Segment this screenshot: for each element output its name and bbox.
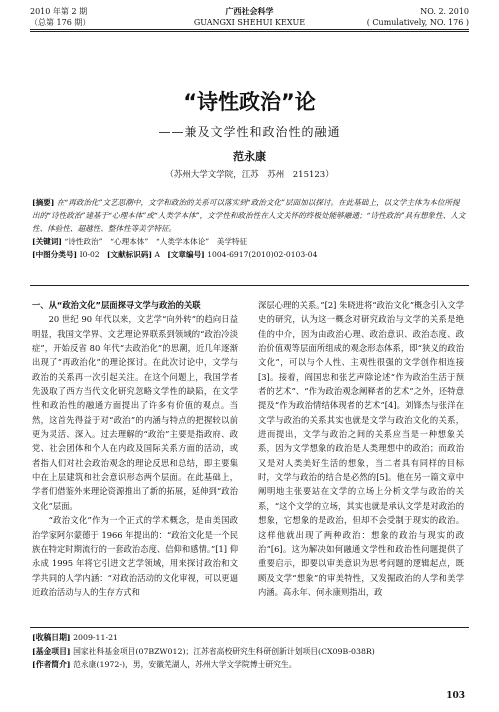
received-value: 2009-11-21 bbox=[73, 633, 119, 642]
page-number: 103 bbox=[446, 691, 465, 701]
bio-label: [作者简介] bbox=[32, 660, 71, 669]
cls-label: [中图分类号] bbox=[32, 250, 78, 259]
bio-value: 范永康(1972-)，男，安徽芜湖人，苏州大学文学院博士研究生。 bbox=[73, 660, 297, 669]
header-rule-thin bbox=[30, 31, 469, 32]
author-name: 范永康 bbox=[233, 150, 266, 163]
issue-number-en: NO. 2. 2010 bbox=[420, 7, 469, 16]
article-title: “诗性政治”论 bbox=[183, 90, 316, 114]
keywords-label: [关键词] bbox=[32, 237, 62, 246]
header-right bbox=[367, 6, 469, 28]
doc-code-label: [文献标识码] bbox=[106, 250, 153, 259]
author-bio bbox=[32, 658, 467, 672]
fund-label: [基金项目] bbox=[32, 646, 71, 656]
article-number-value: 1004-6917(2010)02-0103-04 bbox=[207, 250, 318, 259]
header-rule bbox=[30, 29, 469, 30]
classification-line bbox=[32, 248, 467, 261]
article-subtitle: ——兼及文学性和政治性的融通 bbox=[158, 125, 341, 139]
body-paragraph: 20 世纪 90 年代以来，文艺学“向外转”的趋向日益明显，我国文学界、文艺理论界联系到领域的“政治冷淡症”，开始反省 80 年代“去政治化”的思潮，近几年逐渐出现了“再政治化”的理论探讨。在此次讨论中，文学与政治的关系再一次引起关注。在这个问题上，我国学者先汲取了西方当代文化研究忽略文学性的缺陷，在文学性和政治性的融通方面提出了许多有价值的观点。当然，这首先得益于对“政治”的内涵与特点的把握较以前更为灵活、深入。过去理解的“政治”主要是指政府、政党、社会团体和个人在内政及国际关系方面的活动，或者指人们对社会政治观念的理论反思和总结，即主要集中在上层建筑和社会意识形态两个层面。在此基础上，学者们借鉴外来理论资源推出了新的拓展，延伸到“政治文化”层面。 bbox=[32, 314, 238, 511]
keywords-text: “诗性政治” “心理本体” “人类学本体论” 美学特征 bbox=[64, 237, 248, 246]
issue-label: 2010 年第 2 期 bbox=[30, 7, 88, 16]
cls-value: I0-02 bbox=[79, 250, 100, 259]
received-date bbox=[32, 631, 467, 645]
issue-total-label: （总第 176 期） bbox=[30, 18, 91, 27]
body-paragraph: 深层心理的关系。”[2] 朱晓进将“政治文化”概念引入文学史的研究，认为这一概念对研究政治与文学的关系是绝佳的中介，因为由政治心理、政治意识、政治态度、政治价值观等层面所组成的观念形态体系，即“狭义的政治文化”，可以与个人性、主观性很强的文学创作相连接[3]。接着，阎国忠和张艺声除论述“作为政治生活于预者的艺术”、“作为政治观念阐释者的艺术”之外，还特意提及“作为政治情结体现者的艺术”[4]。刘锋杰与张洋在文学与政治的关系其实也就是文学与政治文化的关系，进而提出，文学与政治之间的关系应当是一种想象关系，因为文学想象的政治是人类理想中的政治；而政治又是对人类美好生活的想象，当二者具有同样的目标时，文学与政治的结合是必然的[5]。他在另一篇文章中阐明地主张要站在文学的立场上分析文学与政治的关系，“这个文学的立场，其实也就是承认文学是对政治的想象，它想象的是政治，但却不会受制于现实的政治。这样他就出现了两种政治：想象的政治与现实的政治”[6]。这为解决如何融通文学性和政治性问题提供了重要启示，即要以审美意识为思考问题的逻辑起点，既顾及文学“想象”的审美特性，又发掘政治的人学和美学内涵。高永年、何永康则指出，政 bbox=[258, 300, 464, 597]
doc-code-value: A bbox=[154, 250, 160, 259]
running-header bbox=[30, 6, 469, 36]
journal-name-pinyin: GUANGXI SHEHUI KEXUE bbox=[193, 18, 306, 27]
fund-value: 国家社科基金项目(07BZW012)；江苏省高校研究生科研创新计划项目(CX09B-038R) bbox=[73, 646, 375, 656]
body-column-left bbox=[32, 298, 238, 599]
abstract bbox=[32, 196, 467, 235]
author-affiliation: （苏州大学文学院，江苏 苏州 215123） bbox=[165, 170, 334, 180]
article-number-label: [文章编号] bbox=[167, 250, 205, 259]
abstract-rule bbox=[30, 285, 469, 286]
body-column-right bbox=[258, 298, 464, 599]
footnote-rule bbox=[30, 627, 469, 628]
footnote-block bbox=[32, 631, 467, 672]
keywords-line bbox=[32, 235, 467, 248]
journal-name: 广西社会科学 bbox=[225, 6, 274, 16]
received-label: [收稿日期] bbox=[32, 633, 71, 642]
abstract-text: 在“再政治化”文艺思潮中，文学和政治的关系可以落实到“政治文化”层面加以探讨。在此基础上，以文学主体为本位所提出的“诗性政治”建基于“心理本体”或“人类学本体”，文学性和政治性在人文关怀的终极处能够融通；“诗性政治”具有想象性、人文性、体验性、超越性、整体性等美学特征。 bbox=[32, 198, 466, 233]
abstract-label: [摘要] bbox=[32, 198, 55, 207]
abstract-block bbox=[32, 196, 467, 261]
fund-info bbox=[32, 645, 467, 659]
body-paragraph: “政治文化”作为一个正式的学术概念，是由美国政治学家阿尔蒙德于 1966 年提出的：“政治文化是一个民族在特定时期流行的一套政治态度、信仰和感情。”[1] 仰永成 1995 年将它引进文艺学领域，用来探讨政治和文学共同的人学内涵：“对政治活动的文化审视，可以更逼近政治活动与人的生存方式和 bbox=[32, 515, 238, 597]
issue-cumulative-en: ( Cumulatively, NO. 176 ) bbox=[366, 18, 469, 27]
section-heading: 一、从“政治文化”层面探寻文学与政治的关联 bbox=[32, 300, 201, 310]
